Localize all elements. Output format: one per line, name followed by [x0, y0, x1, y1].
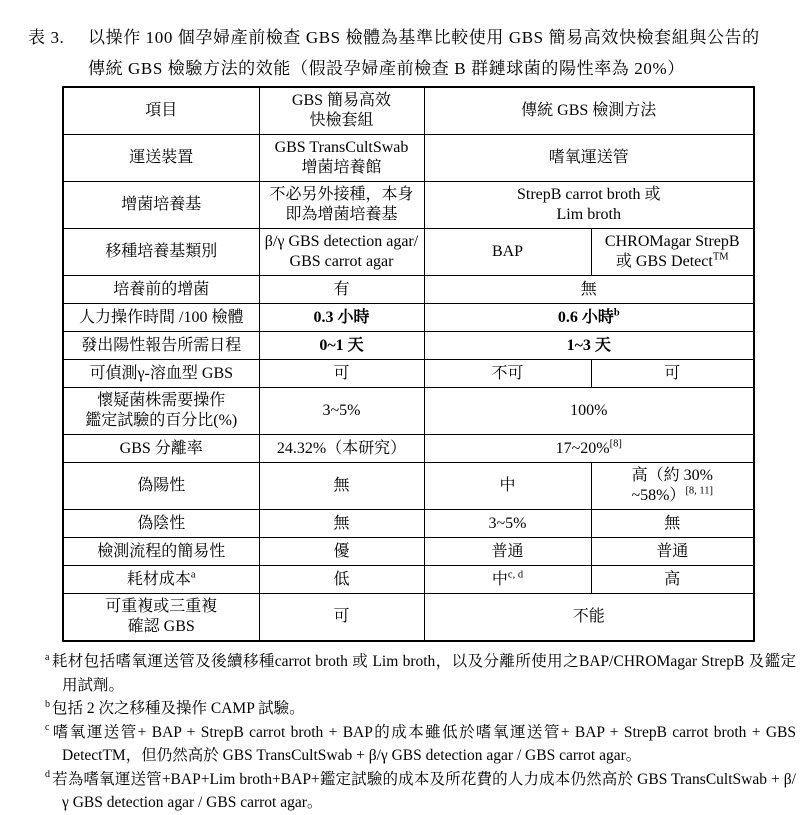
- table-cell: 100%: [424, 388, 754, 435]
- footnote-marker: a: [45, 651, 50, 663]
- footnote-marker: b: [45, 698, 50, 710]
- table-row: [63, 135, 754, 182]
- row-label-cell: 懷疑菌株需要操作 鑑定試驗的百分比(%): [63, 388, 259, 435]
- table-cell: 高: [591, 566, 754, 594]
- table-cell: CHROMagar StrepB 或 GBS Detect™: [591, 229, 754, 276]
- row-label-cell: 培養前的增菌: [63, 276, 259, 304]
- table-row: [63, 594, 754, 642]
- table-cell: StrepB carrot broth 或 Lim broth: [424, 182, 754, 229]
- table-cell: 可: [259, 594, 424, 642]
- gbs-comparison-table: [62, 86, 755, 642]
- row-label-cell: 增菌培養基: [63, 182, 259, 229]
- table-cell: GBS TransCultSwab 增菌培養館: [259, 135, 424, 182]
- row-label-cell: 運送裝置: [63, 135, 259, 182]
- table-row: [63, 388, 754, 435]
- row-label-cell: 檢測流程的簡易性: [63, 538, 259, 566]
- table-row: [63, 229, 754, 276]
- table-row: [63, 510, 754, 538]
- table-cell: 普通: [424, 538, 591, 566]
- footnote-marker: d: [45, 769, 50, 781]
- caption-line-1: 以操作 100 個孕婦產前檢查 GBS 檢體為基準比較使用 GBS 簡易高效快檢套組與公告的: [88, 28, 760, 47]
- table-caption-text: [88, 22, 790, 84]
- table-row: [63, 566, 754, 594]
- table-cell: 0.6 小時$^b$: [424, 304, 754, 332]
- table-cell: 可: [259, 360, 424, 388]
- table-cell: 無: [424, 276, 754, 304]
- table-cell: 中: [424, 463, 591, 510]
- table-row: [63, 304, 754, 332]
- table-cell: 中$^{c, d}$: [424, 566, 591, 594]
- table-cell: 0.3 小時: [259, 304, 424, 332]
- table-row: [63, 87, 754, 135]
- row-label-cell: GBS 分離率: [63, 435, 259, 463]
- table-cell: 傳統 GBS 檢測方法: [424, 87, 754, 135]
- table-cell: 不必另外接種，本身 即為增菌培養基: [259, 182, 424, 229]
- caption-line-2: 傳統 GBS 檢驗方法的效能（假設孕婦產前檢查 B 群鏈球菌的陽性率為 20%）: [88, 59, 685, 78]
- table-cell: 高（約 30% ~58%）[8, 11]: [591, 463, 754, 510]
- footnote-b: $^b$ 包括 2 次之移種及操作 CAMP 試驗。: [45, 698, 305, 717]
- table-cell: 不能: [424, 594, 754, 642]
- footnotes: [45, 650, 796, 815]
- table-row: [63, 463, 754, 510]
- table-cell: 24.32%（本研究）: [259, 435, 424, 463]
- superscript-note: TM: [712, 251, 729, 263]
- table-row: [63, 538, 754, 566]
- table-cell: β/γ GBS detection agar/ GBS carrot agar: [259, 229, 424, 276]
- table-cell: 無: [259, 510, 424, 538]
- table-row: [63, 360, 754, 388]
- table-cell: 3~5%: [259, 388, 424, 435]
- table-caption-number: 表 3.: [28, 28, 65, 47]
- table-caption: [28, 0, 810, 84]
- superscript-note: a: [190, 569, 196, 581]
- superscript-note: [8, 11]: [685, 485, 714, 497]
- superscript-note: c, d: [507, 569, 524, 581]
- row-label-cell: 移種培養基類別: [63, 229, 259, 276]
- table-cell: 有: [259, 276, 424, 304]
- table-cell: 無: [259, 463, 424, 510]
- table-cell: 不可: [424, 360, 591, 388]
- table-row: [63, 182, 754, 229]
- table-cell: BAP: [424, 229, 591, 276]
- row-label-cell: 可偵測γ-溶血型 GBS: [63, 360, 259, 388]
- footnote-c: $^c$ 嗜氧運送管+ BAP + StrepB carrot broth + BAP的成本雖低於嗜氧運送管+ BAP + StrepB carrot broth + GBS DetectTM，但仍然高於 GBS TransCultSwab + β/γ GBS detection agar / GBS carrot agar。: [45, 722, 796, 764]
- row-label-cell: 偽陰性: [63, 510, 259, 538]
- table-row: [63, 332, 754, 360]
- table-cell: 無: [591, 510, 754, 538]
- row-label-cell: 人力操作時間 /100 檢體: [63, 304, 259, 332]
- table-cell: 普通: [591, 538, 754, 566]
- table-cell: 17~20%[8]: [424, 435, 754, 463]
- table-cell: 低: [259, 566, 424, 594]
- table-cell: 3~5%: [424, 510, 591, 538]
- footnote-marker: c: [45, 722, 50, 734]
- row-label-cell: 項目: [63, 87, 259, 135]
- footnote-a: $^a$ 耗材包括嗜氧運送管及後續移種carrot broth 或 Lim broth，以及分離所使用之BAP/CHROMagar StrepB 及鑑定用試劑。: [45, 651, 796, 694]
- row-label-cell: 可重複或三重複 確認 GBS: [63, 594, 259, 642]
- table-row: [63, 276, 754, 304]
- table-cell: GBS 簡易高效 快檢套組: [259, 87, 424, 135]
- row-label-cell: 發出陽性報告所需日程: [63, 332, 259, 360]
- row-label-cell: 耗材成本$^a$: [63, 566, 259, 594]
- table-cell: 優: [259, 538, 424, 566]
- row-label-cell: 偽陽性: [63, 463, 259, 510]
- footnote-d: $^d$ 若為嗜氧運送管+BAP+Lim broth+BAP+鑑定試驗的成本及所花費的人力成本仍然高於 GBS TransCultSwab + β/γ GBS detection agar / GBS carrot agar。: [45, 769, 796, 811]
- table-cell: 可: [591, 360, 754, 388]
- superscript-note: b: [613, 307, 620, 319]
- table-cell: 0~1 天: [259, 332, 424, 360]
- table-cell: 嗜氧運送管: [424, 135, 754, 182]
- table-row: [63, 435, 754, 463]
- superscript-note: [8]: [609, 438, 622, 450]
- table-cell: 1~3 天: [424, 332, 754, 360]
